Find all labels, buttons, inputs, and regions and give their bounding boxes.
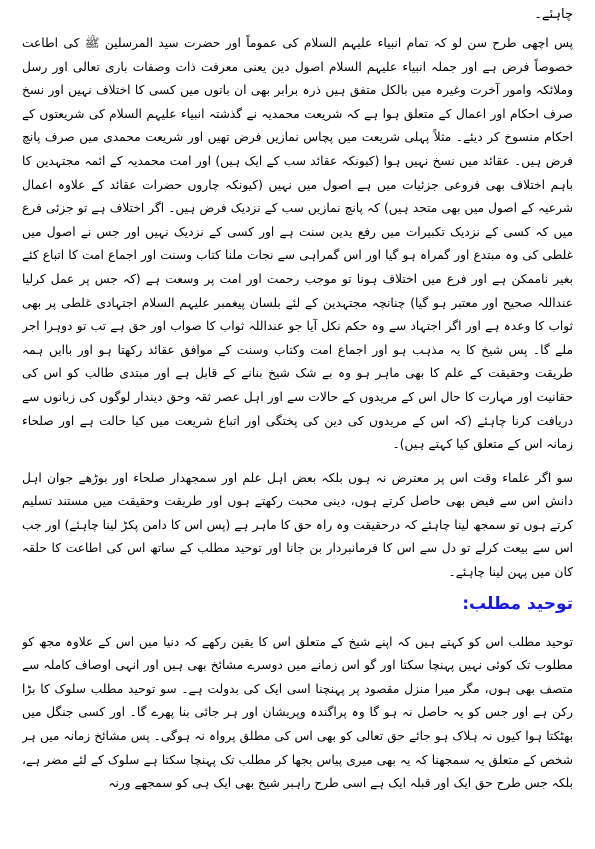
- paragraph-obedience: پس اچھی طرح سن لو کہ تمام انبیاء علیہم السلام کی عموماً اور حضرت سید المرسلین ﷺ کی اطاعت خصوصاً فرض ہے اور جملہ انبیاء علیہم السلام اصول دین یعنی معرفت ذات وصفات باری تعالی اور رسل وملائکہ وامور آخرت وغیرہ میں بالکل متفق ہیں ذرہ برابر بھی ان باتوں میں کسی کا اختلاف نہیں اور نسخ صرف احکام اور اعمال کے متعلق ہوا ہے کہ شریعت محمدیہ نے گذشتہ انبیاء علیہم السلام کی شریعتوں کے احکام منسوخ کر دیئے۔ مثلاً پہلی شریعت میں پچاس نمازیں فرض تھیں اور شریعت محمدی میں صرف پانچ فرض ہیں۔ عقائد میں نسخ نہیں ہوا (کیونکہ عقائد سب کے ایک ہیں) اور امت محمدیہ کے ائمہ مجتہدین کا باہم اختلاف بھی فروعی جزئیات میں ہے اصول میں نہیں (کیونکہ چاروں حضرات عقائد کے علاوہ اعمال شرعیہ کے اصول میں بھی متحد ہیں) کہ پانچ نمازیں سب کے نزدیک فرض ہیں۔ اگر اختلاف ہے تو جزئی فرع میں کہ کسی کے نزدیک تکبیرات میں رفع یدین سنت ہے اور کسی کے نزدیک نہیں اور جس نے اصول میں غلطی کی وہ مبتدع اور گمراہ ہو گیا اور اس گمراہی سے نجات ملنا کتاب وسنت اور اجماع امت کا اتباع کئے بغیر ناممکن ہے اور فرع میں اختلاف ہونا تو موجب رحمت اور امت پر وسعت ہے (کہ جس پر عمل کرلیا عنداللہ صحیح اور معتبر ہو گیا) چنانچہ مجتہدین کے لئے بلسان پیغمبر علیہم السلام اجتہادی غلطی پر بھی ثواب کا وعدہ ہے اور اگر اجتہاد سے وہ حکم نکل آیا جو عنداللہ ثواب کا صواب اور حق ہے تب تو دوہرا اجر ملے گا۔ پس شیخ کا یہ مذہب ہو اور اجماع امت وکتاب وسنت کے موافق عقائد رکھتا ہو اور باایں ہمہ طریقت وحقیقت کے علم کا بھی ماہر ہو وہ بے شک شیخ بنانے کے قابل ہے اور مبتدی طالب کو اس کی حقانیت اور مہارت کا حال اس کے مریدوں کے حالات سے اور اہل عصر ثقہ وحق دیندار لوگوں کی زبانوں سے دریافت کرنا چاہئے (کہ اس کے مریدوں کی دین کی پختگی اور اتباع شریعت میں کیا حالت ہے اور صلحاء زمانہ اس کے متعلق کیا کہتے ہیں)۔: [22, 36, 573, 452]
- document-page: [22, 6, 573, 844]
- paragraph-scholars: سو اگر علماء وقت اس پر معترض نہ ہوں بلکہ بعض اہل علم اور سمجھدار صلحاء اور بوڑھے جوان اہل دانش اس سے فیض بھی حاصل کرتے ہوں، دینی محبت رکھتے ہوں اور طریقت وحقیقت میں مستند تسلیم کرتے ہوں تو سمجھ لینا چاہئے کہ درحقیقت وہ راہ حق کا ماہر ہے (پس اس کا دامن پکڑ لینا چاہئے) اور جب اس سے بیعت کرلے تو دل سے اس کا فرمانبردار بن جانا اور توحید مطلب کے ساتھ اس کی اطاعت کا حلقہ کان میں پہن لینا چاہئے۔: [22, 470, 573, 580]
- section-heading: توحید مطلب:: [462, 593, 573, 614]
- continued-line: چاہئے۔: [534, 7, 573, 22]
- paragraph-tawheed-matlab: توحید مطلب اس کو کہتے ہیں کہ اپنے شیخ کے متعلق اس کا یقین رکھے کہ دنیا میں اس کے علاوہ مجھ کو مطلوب تک کوئی نہیں پہنچا سکتا اور گو اس زمانے میں دوسرے مشائخ بھی ہیں اور انہی اوصاف کاملہ سے متصف بھی ہوں، مگر میرا منزل مقصود پر پہنچنا اسی ایک کی بدولت ہے۔ سو توحید مطلب سلوک کا بڑا رکن ہے اور جس کو یہ حاصل نہ ہو گا وہ پراگندہ وپریشان اور ہر جائی بنا پھرے گا۔ اور کسی جنگل میں بھٹکتا ہوا کیوں نہ ہلاک ہو جائے حق تعالی کو بھی اس کی مطلق پرواہ نہ ہوگی۔ پس مشائخ زمانہ میں ہر شخص کے متعلق یہ سمجھنا کہ یہ بھی میری پیاس بجھا کر مطلب تک پہنچا سکتا ہے سلوک کے لئے مضر ہے، بلکہ جس طرح حق ایک اور قبلہ ایک ہے اسی طرح راہبر شیخ بھی ایک ہی کو سمجھے ورنہ: [22, 634, 573, 791]
